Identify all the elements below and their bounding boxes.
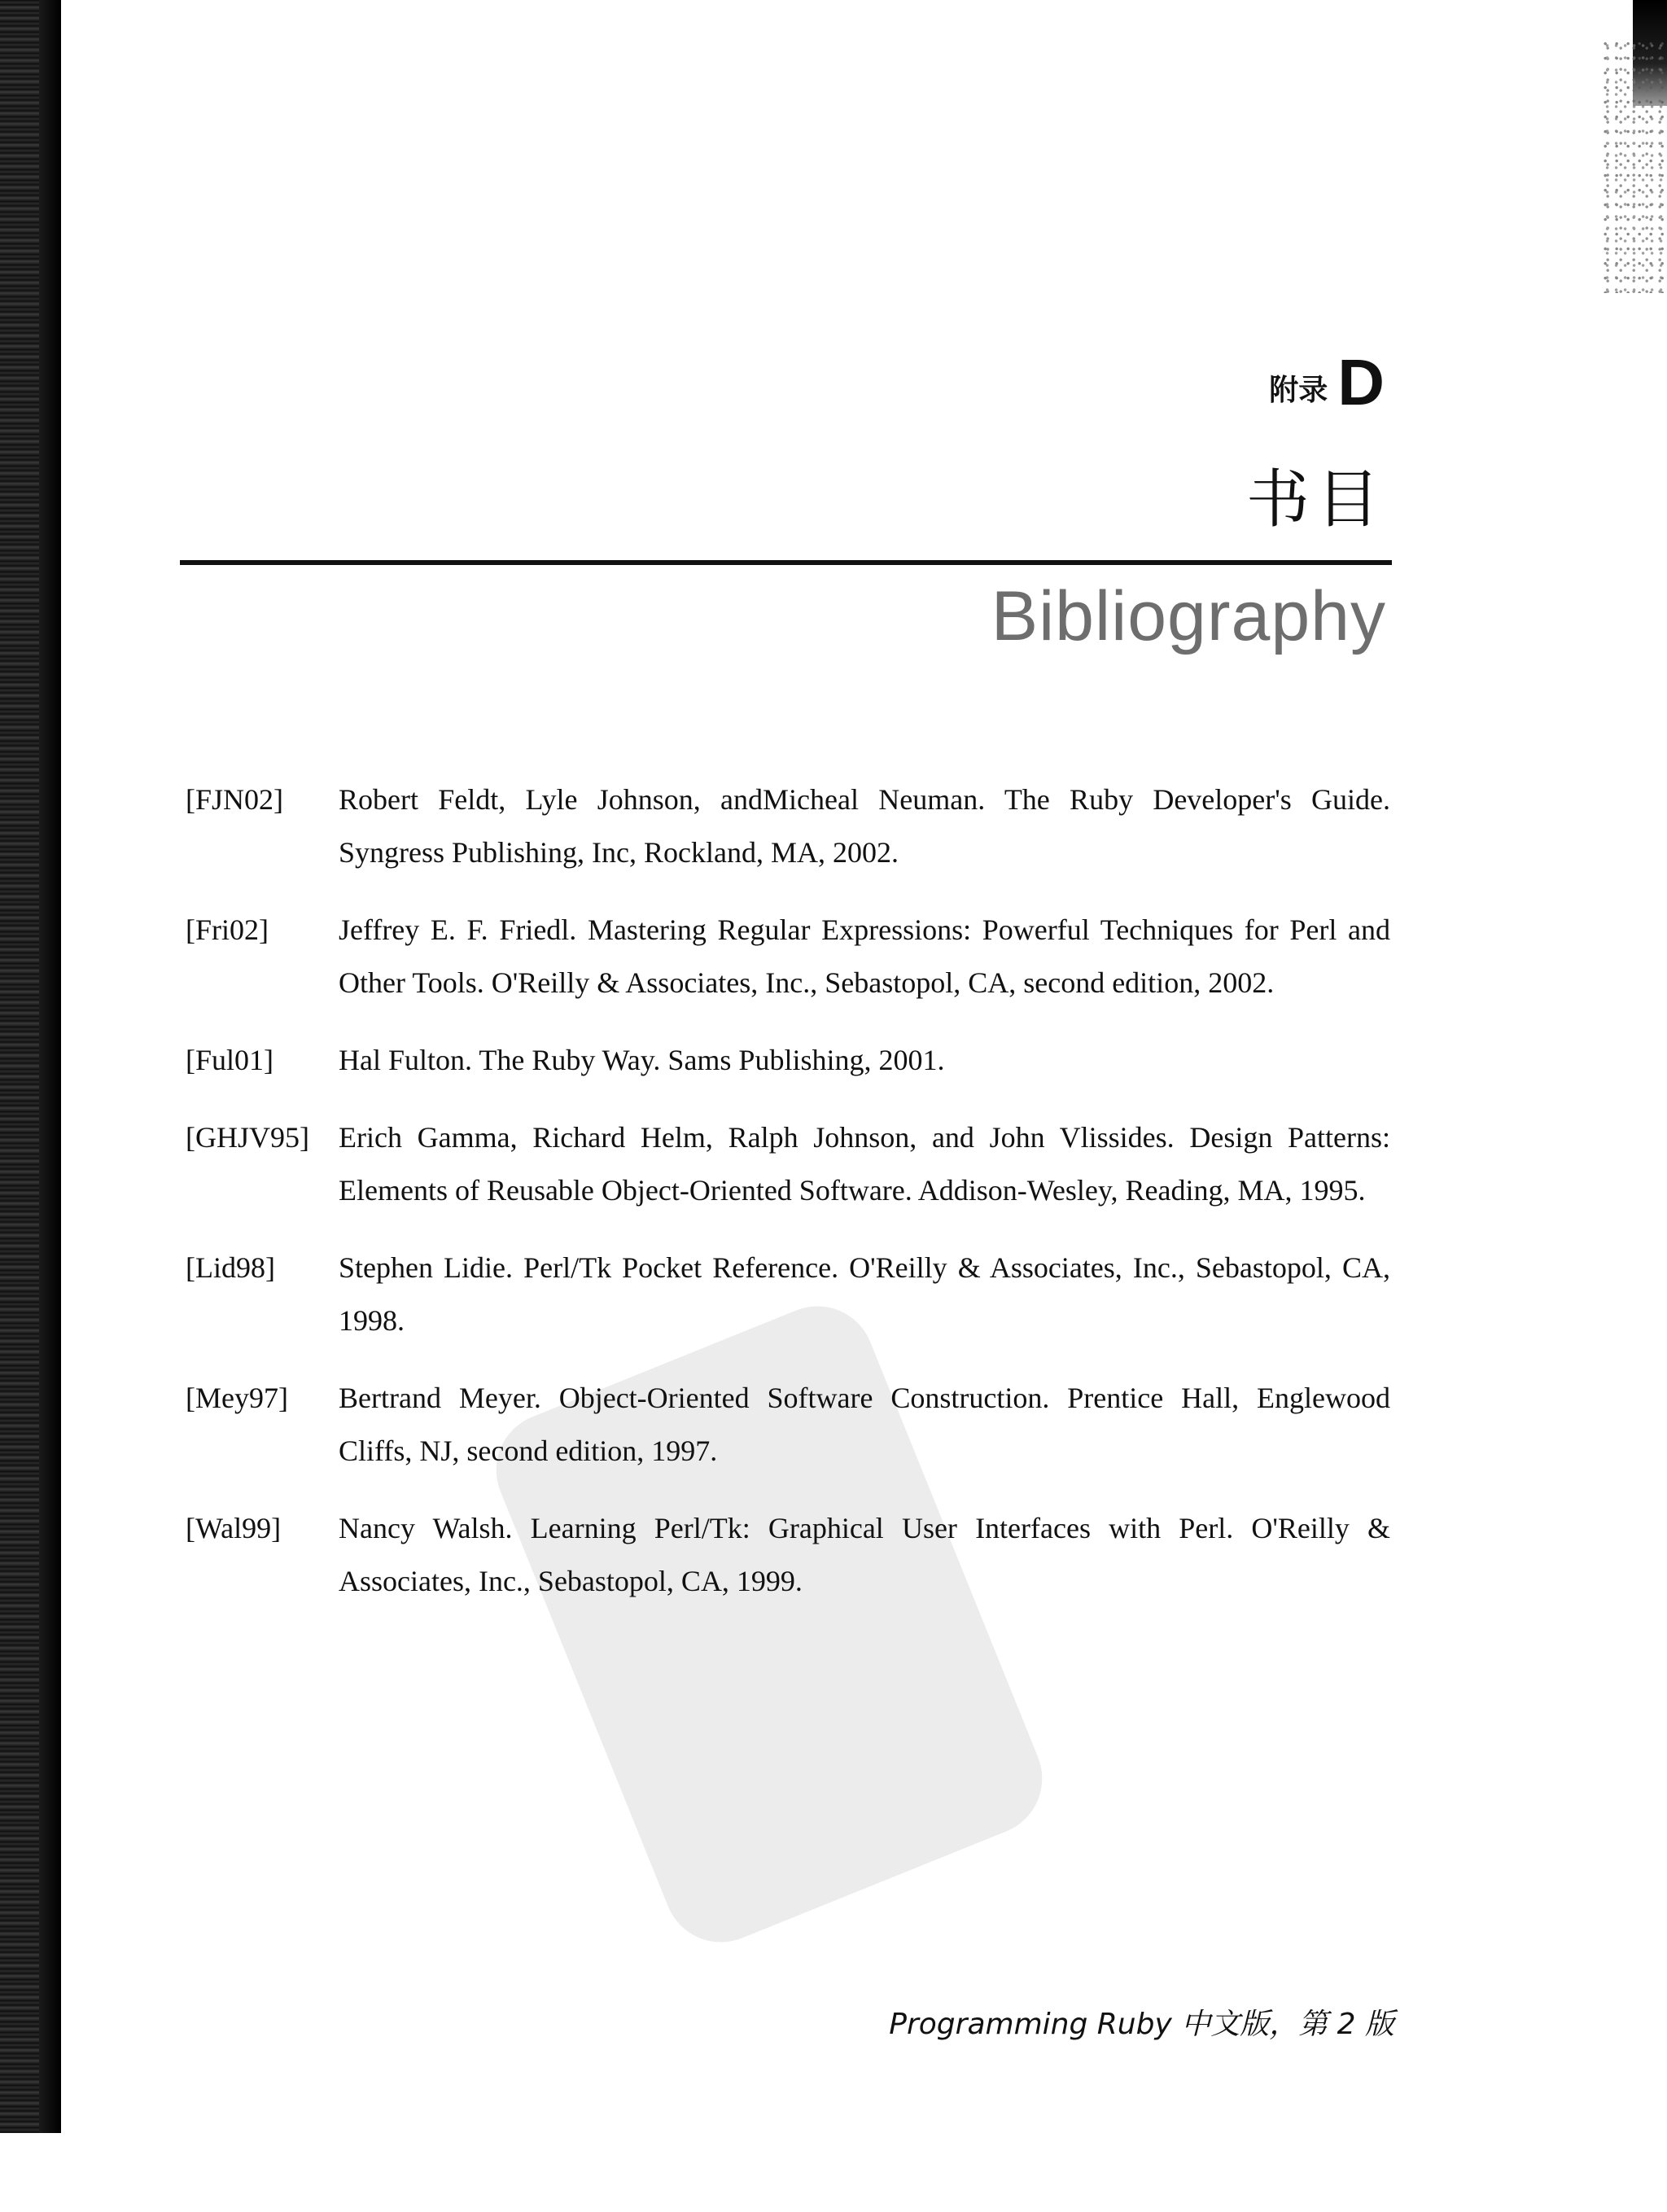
bib-key: [Ful01] (186, 1044, 273, 1076)
bib-key: [Mey97] (186, 1382, 288, 1414)
bib-key: [Fri02] (186, 913, 269, 946)
bib-citation: Stephen Lidie. Perl/Tk Pocket Reference. O'Reilly & Associates, Inc., Sebastopol, CA, 1998. (339, 1251, 1390, 1337)
bib-citation: Jeffrey E. F. Friedl. Mastering Regular Expressions: Powerful Techniques for Perl and Other Tools. O'Reilly & Associates, Inc., Sebastopol, CA, second edition, 2002. (339, 913, 1390, 999)
bib-entry (186, 904, 1390, 1010)
scan-binding-shadow (0, 0, 61, 2133)
bib-citation: Erich Gamma, Richard Helm, Ralph Johnson, and John Vlissides. Design Patterns: Elements of Reusable Object-Oriented Software. Addison-Wesley, Reading, MA, 1995. (339, 1121, 1390, 1207)
bib-entry (186, 1034, 1390, 1087)
bib-citation: Robert Feldt, Lyle Johnson, andMicheal Neuman. The Ruby Developer's Guide. Syngress Publishing, Inc, Rockland, MA, 2002. (339, 783, 1390, 869)
appendix-letter: D (1337, 346, 1385, 418)
bib-key: [FJN02] (186, 783, 284, 816)
bib-key: [Wal99] (186, 1512, 282, 1544)
bib-entry (186, 773, 1390, 879)
bib-citation: Nancy Walsh. Learning Perl/Tk: Graphical User Interfaces with Perl. O'Reilly & Associates, Inc., Sebastopol, CA, 1999. (339, 1512, 1390, 1597)
bib-citation: Bertrand Meyer. Object-Oriented Software Construction. Prentice Hall, Englewood Cliffs, NJ, second edition, 1997. (339, 1382, 1390, 1467)
appendix-prefix: 附录 (1269, 374, 1328, 407)
scan-bottom-margin (0, 2133, 33, 2212)
scan-speckle-noise (1602, 41, 1667, 293)
title-divider-rule (180, 560, 1392, 565)
bib-entry (186, 1502, 1390, 1608)
running-footer: Programming Ruby 中文版，第 2 版 (889, 2008, 1394, 2041)
appendix-label (1269, 346, 1385, 418)
bibliography-list (186, 773, 1390, 1632)
chapter-title-english: Bibliography (991, 577, 1386, 655)
bib-key: [Lid98] (186, 1251, 275, 1284)
bib-entry (186, 1372, 1390, 1478)
chapter-title-chinese: 书目 (1245, 463, 1386, 537)
bib-citation: Hal Fulton. The Ruby Way. Sams Publishing, 2001. (339, 1044, 945, 1076)
bib-entry (186, 1111, 1390, 1217)
bib-key: [GHJV95] (186, 1121, 309, 1154)
bib-entry (186, 1242, 1390, 1347)
